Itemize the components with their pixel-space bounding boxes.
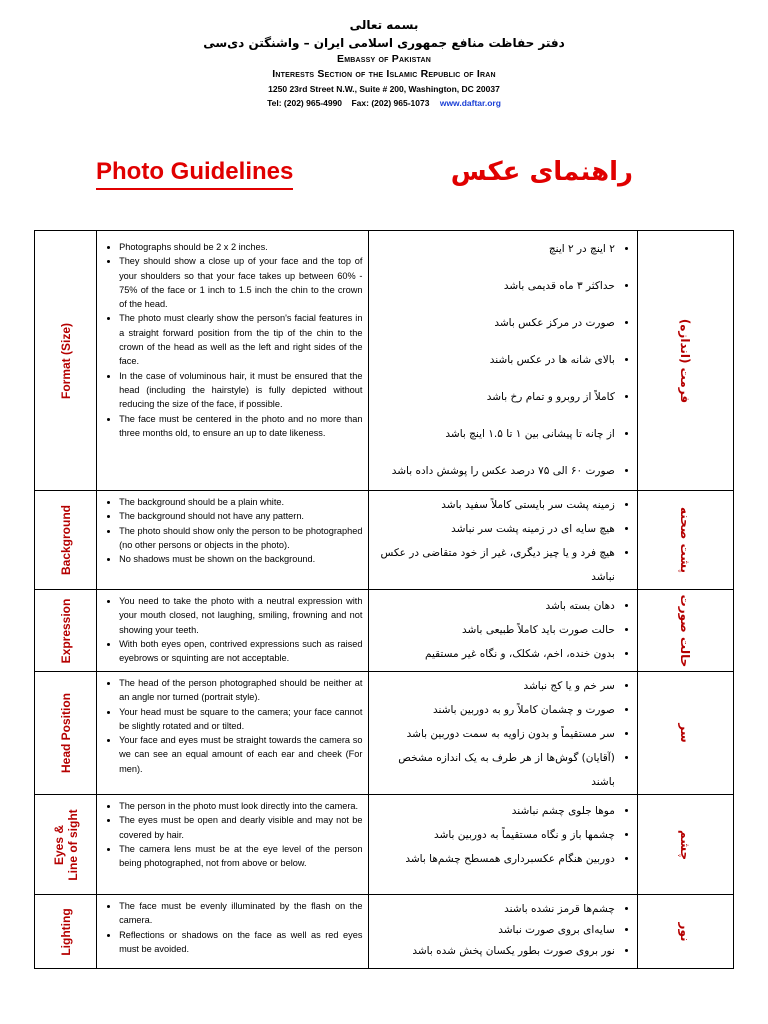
rule-item-fa: • موها جلوی چشم نباشند xyxy=(375,799,614,823)
rule-item: • The photo must clearly show the person's facial features in a straight forward position from the tip of the chin to the crown of the head as well as the left and right sides of the face. xyxy=(119,311,362,368)
rule-item: • Reflections or shadows on the face as well as red eyes must be avoided. xyxy=(119,928,362,957)
header-fax: Fax: (202) 965-1073 xyxy=(351,98,430,108)
rule-item-fa: • بدون خنده، اخم، شکلک، و نگاه غیر مستقیم xyxy=(375,642,614,666)
rule-item: • No shadows must be shown on the background. xyxy=(119,552,362,566)
rule-list-en xyxy=(97,795,368,874)
rule-item: • The background should be a plain white. xyxy=(119,495,362,509)
row-label-lighting: Lighting xyxy=(58,907,73,956)
rule-item-fa: • سر خم و یا کج نباشد xyxy=(375,674,614,698)
rule-item-fa: • (آقایان) گوش‌ها از هر طرف به یک اندازه مشخص باشند xyxy=(375,746,614,794)
header-tel: Tel: (202) 965-4990 xyxy=(267,98,343,108)
rule-item-fa: • ۲ اینچ در ۲ اینچ xyxy=(375,231,614,268)
title-persian: راهنمای عکس xyxy=(450,157,633,187)
rule-list-fa xyxy=(369,590,636,666)
guideline-row-eyes xyxy=(35,795,734,895)
rule-item: • The head of the person photographed should be neither at an angle nor turned (portrait style). xyxy=(119,676,362,705)
guidelines-table xyxy=(34,230,734,969)
row-label-eyes-line2: Line of sight xyxy=(65,808,80,881)
rule-item-fa: • چشمها باز و نگاه مستقیماً به دوربین باشد xyxy=(375,823,614,847)
rule-item: • The background should not have any pattern. xyxy=(119,509,362,523)
row-label-fa: حالت صورت xyxy=(678,594,693,667)
rule-list-en xyxy=(97,895,368,960)
rule-item-fa: • سایه‌ای بروی صورت نباشد xyxy=(375,920,614,941)
row-label-head-position: Head Position xyxy=(58,692,73,774)
rule-item: • You need to take the photo with a neutral expression with your mouth closed, not laughing, smiling, frowning and not showing your teeth. xyxy=(119,594,362,637)
header-section: Interests Section of the Islamic Republic of Iran xyxy=(272,68,496,80)
rule-item: • Your face and eyes must be straight towards the camera so we can see an equal amount of each ear and cheek (For men). xyxy=(119,733,362,776)
rule-item-fa: • هیچ فرد و یا چیز دیگری، غیر از خود متقاضی در عکس نباشد xyxy=(375,541,614,589)
rule-list-fa xyxy=(369,231,636,490)
header-embassy: Embassy of Pakistan xyxy=(337,53,431,65)
row-label-expression: Expression xyxy=(58,598,73,663)
rule-item-fa: • دوربین هنگام عکسبرداری همسطح چشم‌ها باشد xyxy=(375,847,614,871)
letterhead xyxy=(0,16,768,110)
rule-item: • In the case of voluminous hair, it must be ensured that the head (including the hairstyle) is fully depicted without reducing the size of the face, if possible. xyxy=(119,369,362,412)
rule-item-fa: • بالای شانه ها در عکس باشند xyxy=(375,342,614,379)
rule-list-fa xyxy=(369,895,636,962)
rule-item: • The photo should show only the person to be photographed (no other persons or objects in the photo). xyxy=(119,524,362,553)
rule-item-fa: • سر مستقیماً و بدون زاویه به سمت دوربین باشد xyxy=(375,722,614,746)
rule-list-fa xyxy=(369,672,636,794)
rule-item-fa: • نور بروی صورت بطور یکسان پخش شده باشد xyxy=(375,941,614,962)
header-office-name-fa: دفتر حفاظت منافع جمهوری اسلامی ایران – واشنگتن دی‌سی xyxy=(203,36,565,50)
guideline-row-format xyxy=(35,231,734,491)
rule-item: • Your head must be square to the camera; your face cannot be slightly rotated and or tilted. xyxy=(119,705,362,734)
rule-item: • With both eyes open, contrived expressions such as raised eyebrows or squinting are not acceptable. xyxy=(119,637,362,666)
rule-item-fa: • حالت صورت باید کاملاً طبیعی باشد xyxy=(375,618,614,642)
guideline-row-lighting xyxy=(35,895,734,969)
rule-item-fa: • از چانه تا پیشانی بین ۱ تا ۱.۵ اینچ باشد xyxy=(375,416,614,453)
rule-item-fa: • کاملاً از روبرو و تمام رخ باشد xyxy=(375,379,614,416)
rule-list-fa xyxy=(369,491,636,589)
row-label-fa: چشم xyxy=(678,829,693,860)
row-label-eyes-line1: Eyes & xyxy=(51,824,66,865)
guideline-row-expression xyxy=(35,590,734,672)
row-label-eyes xyxy=(52,809,80,880)
row-label-fa: فرمت (اندازه) xyxy=(678,318,693,403)
rule-item: • The eyes must be open and dearly visible and may not be covered by hair. xyxy=(119,813,362,842)
rule-item-fa: • دهان بسته باشد xyxy=(375,594,614,618)
rule-list-fa xyxy=(369,795,636,871)
rule-item: • Photographs should be 2 x 2 inches. xyxy=(119,240,362,254)
rule-item-fa: • حداکثر ۳ ماه قدیمی باشد xyxy=(375,268,614,305)
header-contact xyxy=(0,96,768,110)
rule-list-en xyxy=(97,491,368,570)
rule-item-fa: • صورت در مرکز عکس باشد xyxy=(375,305,614,342)
row-label-format: Format (Size) xyxy=(58,322,73,399)
rule-item: • The person in the photo must look directly into the camera. xyxy=(119,799,362,813)
rule-item-fa: • صورت ۶۰ الی ۷۵ درصد عکس را پوشش داده باشد xyxy=(375,453,614,490)
rule-item: • They should show a close up of your face and the top of your shoulders so that your face takes up between 60% - 75% of the face or 1 inch to 1.5 inch the chin to the crown of the head. xyxy=(119,254,362,311)
rule-item: • The face must be centered in the photo and no more than three months old, to ensure an up to date likeness. xyxy=(119,412,362,441)
row-label-fa: سر xyxy=(678,723,693,743)
rule-item-fa: • چشم‌ها قرمز نشده باشند xyxy=(375,899,614,920)
row-label-fa: نور xyxy=(678,922,693,941)
header-invocation: بسمه تعالی xyxy=(349,18,419,32)
title-english: Photo Guidelines xyxy=(96,156,293,190)
rule-item-fa: • صورت و چشمان کاملاً رو به دوربین باشند xyxy=(375,698,614,722)
rule-list-en xyxy=(97,590,368,669)
rule-item: • The face must be evenly illuminated by the flash on the camera. xyxy=(119,899,362,928)
row-label-background: Background xyxy=(58,504,73,576)
guideline-row-head-position xyxy=(35,672,734,795)
header-address: 1250 23rd Street N.W., Suite # 200, Washington, DC 20037 xyxy=(268,84,500,94)
row-label-fa: پشت صحنه xyxy=(678,506,693,574)
rule-list-en xyxy=(97,672,368,780)
header-website[interactable]: www.daftar.org xyxy=(439,98,501,108)
rule-item-fa: • زمینه پشت سر بایستی کاملاً سفید باشد xyxy=(375,493,614,517)
rule-item: • The camera lens must be at the eye level of the person being photographed, not from above or below. xyxy=(119,842,362,871)
rule-item-fa: • هیچ سایه ای در زمینه پشت سر نباشد xyxy=(375,517,614,541)
row-label-cell xyxy=(35,231,97,491)
guideline-row-background xyxy=(35,491,734,590)
rule-list-en xyxy=(97,231,368,444)
